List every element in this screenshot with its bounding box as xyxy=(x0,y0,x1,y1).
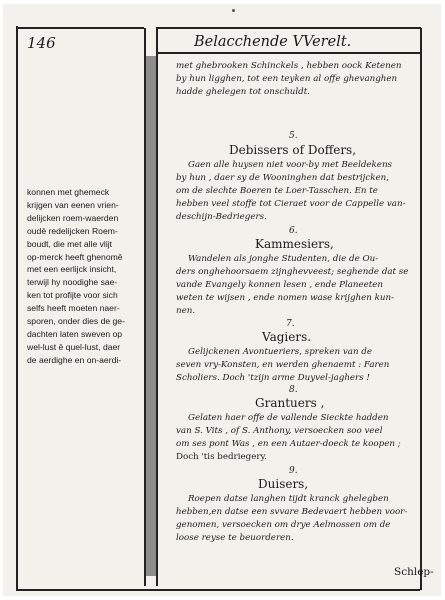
entry-line: genomen, versoecken om drye Aelmossen om de xyxy=(176,520,391,530)
entry-line: ders onghehoorsaem zijnghevveest; seghende dat se xyxy=(176,267,409,277)
entry-line: Wandelen als jonghe Studenten, die de Ou- xyxy=(188,254,379,264)
entry-line: vande Evangely konnen lesen , ende Planeeten xyxy=(176,280,384,290)
entry-line: nen. xyxy=(176,306,196,316)
entry-line: om de slechte Boeren te Loer-Tasschen. En te xyxy=(176,186,378,196)
header-rule xyxy=(156,52,421,54)
page-number: 146 xyxy=(27,34,56,52)
entry-heading: Vagiers. xyxy=(262,330,312,344)
entry-heading: Duisers, xyxy=(258,477,309,491)
entry-line: hebben veel stoffe tot Cieraet voor de Cappelle van- xyxy=(176,199,406,209)
left-line: dachten laten sweven op xyxy=(27,328,123,339)
entry-number: 9. xyxy=(289,466,298,476)
left-line: krijgen van eenen vrien- xyxy=(27,199,119,210)
left-line: konnen met ghemeck xyxy=(27,187,110,197)
entry-line: Gaen alle huysen niet voor-by met Beeldekens xyxy=(188,160,393,170)
catchword: Schlep- xyxy=(394,566,434,578)
intro-line: met ghebrooken Schinckels , hebben oock Ketenen xyxy=(176,61,402,71)
entry-heading: Debissers of Doffers, xyxy=(229,143,357,157)
left-line: selfs heeft moeten naer- xyxy=(27,303,120,314)
entry-line: van S. Vits , of S. Anthony, versoecken soo veel xyxy=(176,426,383,436)
top-rule-right xyxy=(156,27,421,29)
left-line: boudt, die met alle vlijt xyxy=(27,238,113,249)
left-line: sporen, onder dies de ge- xyxy=(27,316,125,327)
entry-heading: Kammesiers, xyxy=(255,237,334,251)
entry-line: Doch 'tis bedriegery. xyxy=(176,452,268,462)
intro-line: by hun ligghen, tot een teyken al offe ghevanghen xyxy=(176,74,398,84)
entry-line: Roepen datse langhen tijdt kranck ghelegben xyxy=(188,494,389,504)
running-header: Belacchende VVerelt. xyxy=(194,34,352,50)
entry-line: Gelaten haer offe de vallende Sieckte hadden xyxy=(188,413,389,423)
intro-line: hadde ghelegen tot onschuldt. xyxy=(176,87,310,97)
left-line: ken tot profijte voor sich xyxy=(27,290,118,301)
ink-speck xyxy=(232,9,235,12)
entry-line: seven vry-Konsten, en werden ghenaemt : Faren xyxy=(176,360,390,370)
left-line: op-merck heeft ghenomē xyxy=(27,251,123,262)
left-line: met een eerlijck insicht, xyxy=(27,264,117,275)
entry-line: Gelijckenen Avontueriers, spreken van de xyxy=(188,347,373,357)
entry-line: hebben,en datse een svvare Bedevaert hebben voor- xyxy=(176,507,408,517)
column-divider-rule-inner xyxy=(156,28,158,586)
entry-heading: Grantuers , xyxy=(255,396,325,410)
center-gutter-shadow xyxy=(146,56,156,576)
entry-line: Scholiers. Doch 'tzijn arme Duyvel-jaghers ! xyxy=(176,373,370,383)
entry-line: deschijn-Bedriegers. xyxy=(176,212,267,222)
left-line: oudē redelijcken Roem- xyxy=(27,225,118,236)
bottom-rule xyxy=(16,589,420,591)
entry-number: 7. xyxy=(286,319,295,329)
outer-right-rule xyxy=(420,28,422,590)
entry-line: by hun , daer sy de Wooninghen dat bestrijcken, xyxy=(176,173,390,183)
entry-line: weten te wijsen , ende nomen wase krijghen kun- xyxy=(176,293,395,303)
entry-line: loose reyse te beuorderen. xyxy=(176,533,294,543)
outer-left-rule xyxy=(16,26,18,591)
left-column-text xyxy=(27,186,143,367)
left-line: de aerdighe en on-aerdi- xyxy=(27,354,122,365)
top-rule-left xyxy=(16,27,144,29)
left-line: wel-lust ē quel-lust, daer xyxy=(27,341,121,352)
entry-number: 6. xyxy=(289,226,298,236)
entry-number: 8. xyxy=(289,385,298,395)
entry-line: om ses pont Was , en een Autaer-doeck te koopen ; xyxy=(176,439,401,449)
entry-number: 5. xyxy=(289,131,298,141)
left-line: terwijl hy noodighe sae- xyxy=(27,277,118,288)
left-line: delijcken roem-waerden xyxy=(27,212,119,223)
